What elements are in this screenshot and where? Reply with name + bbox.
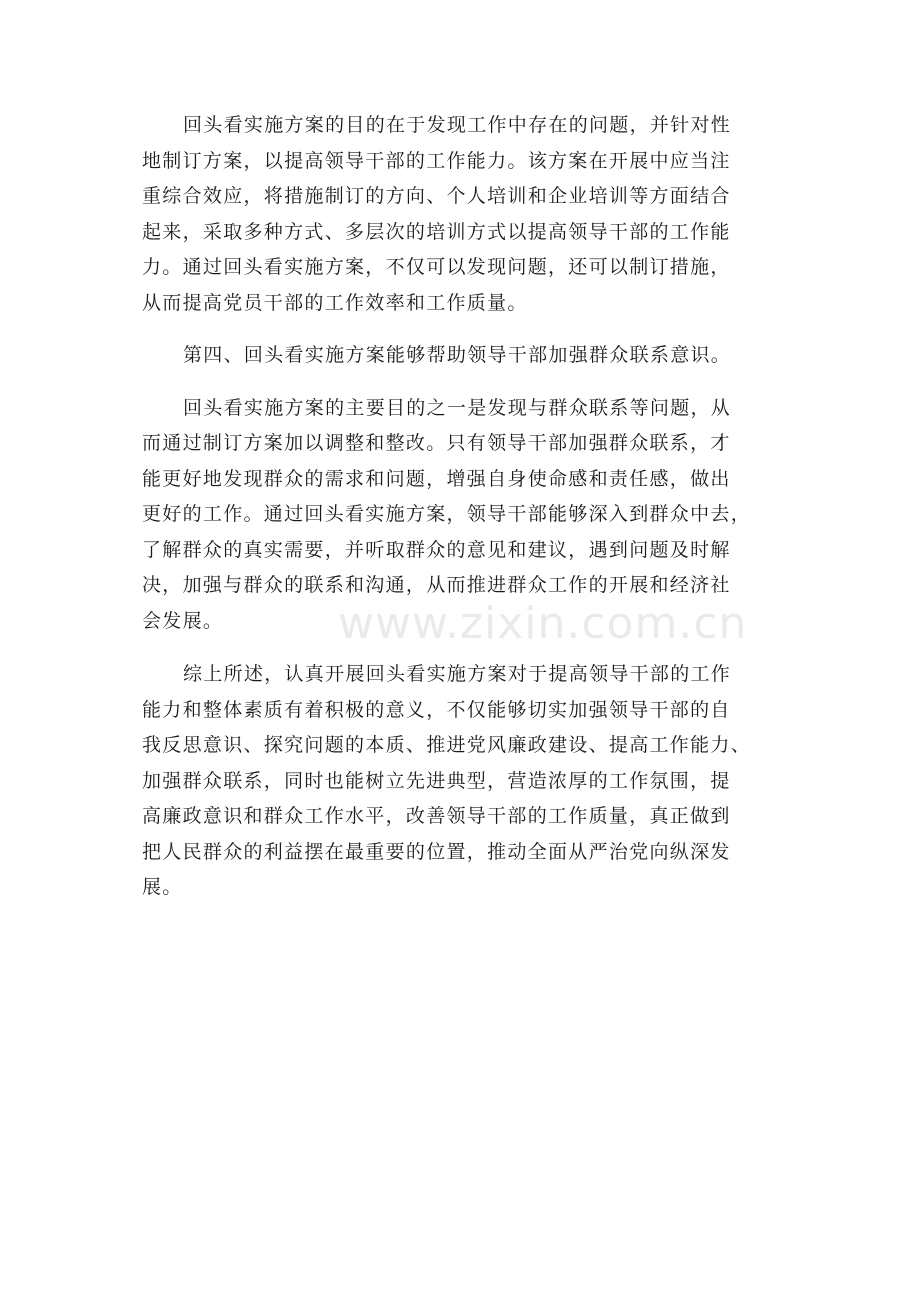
paragraph-line: 加强群众联系，同时也能树立先进典型，营造浓厚的工作氛围，提 <box>142 769 731 792</box>
paragraph-line: 回头看实施方案的主要目的之一是发现与群众联系等问题，从 <box>183 396 732 419</box>
conclusion-paragraph <box>142 657 792 906</box>
paragraph-line: 更好的工作。通过回头看实施方案，领导干部能够深入到群众中去， <box>142 503 752 525</box>
paragraph-line: 了解群众的真实需要，并听取群众的意见和建议，遇到问题及时解 <box>142 538 731 561</box>
paragraph-line: 从而提高党员干部的工作效率和工作质量。 <box>142 291 528 314</box>
paragraph-line: 把人民群众的利益摆在最重要的位置，推动全面从严治党向纵深发 <box>142 840 731 863</box>
paragraph-line: 起来，采取多种方式、多层次的培训方式以提高领导干部的工作能 <box>142 220 731 243</box>
paragraph-line: 决，加强与群众的联系和沟通，从而推进群众工作的开展和经济社 <box>142 574 731 596</box>
section-heading-paragraph <box>142 338 792 374</box>
paragraph-line: 能更好地发现群众的需求和问题，增强自身使命感和责任感，做出 <box>142 467 731 490</box>
paragraph-line: 地制订方案，以提高领导干部的工作能力。该方案在开展中应当注 <box>142 149 731 172</box>
paragraph-line: 我反思意识、探究问题的本质、推进党风廉政建设、提高工作能力、 <box>142 734 752 756</box>
watermark-text: www.zixin.com.cn <box>338 598 748 649</box>
paragraph-3 <box>142 391 792 640</box>
paragraph-line: 综上所述，认真开展回头看实施方案对于提高领导干部的工作 <box>183 663 732 685</box>
paragraph-line: 力。通过回头看实施方案，不仅可以发现问题，还可以制订措施， <box>142 256 731 278</box>
paragraph-line: 能力和整体素质有着积极的意义，不仅能够切实加强领导干部的自 <box>142 698 731 721</box>
paragraph-line: 重综合效应，将措施制订的方向、个人培训和企业培训等方面结合 <box>142 185 731 207</box>
paragraph-line: 高廉政意识和群众工作水平，改善领导干部的工作质量，真正做到 <box>142 805 731 827</box>
paragraph-line: 而通过制订方案加以调整和整改。只有领导干部加强群众联系，才 <box>142 432 731 454</box>
section-heading: 第四、回头看实施方案能够帮助领导干部加强群众联系意识。 <box>183 344 732 366</box>
paragraph-line: 会发展。 <box>142 609 224 632</box>
paragraph-1 <box>142 108 792 321</box>
document-body <box>142 108 792 906</box>
paragraph-line: 展。 <box>142 876 183 898</box>
paragraph-line: 回头看实施方案的目的在于发现工作中存在的问题，并针对性 <box>183 114 732 136</box>
